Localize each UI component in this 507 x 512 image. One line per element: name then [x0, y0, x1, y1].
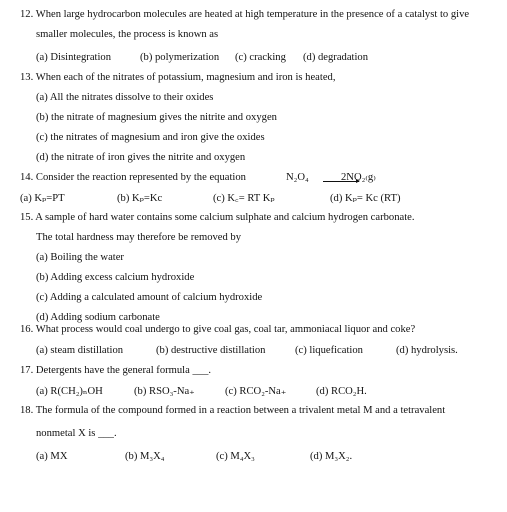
q17-stem: 17. Detergents have the general formula ___. [20, 365, 212, 376]
q17-option-a: (a) R(CH₂)ₙOH [36, 386, 103, 397]
q15-option-b: (b) Adding excess calcium hydroxide [36, 272, 195, 283]
q12-option-c: (c) cracking [235, 52, 286, 63]
q17-option-b: (b) RSO₃-Na₊ [134, 386, 195, 397]
q14-option-b: (b) Kₚ=Kc [117, 193, 163, 204]
q14-option-c: (c) K꜀= RT Kₚ [213, 193, 275, 204]
q13-option-c: (c) the nitrates of magnesium and iron give the oxides [36, 132, 265, 143]
q16-option-a: (a) steam distillation [36, 345, 124, 356]
q14-option-a: (a) Kₚ=PT [20, 193, 65, 204]
q14-equation-reactant: N₂O₄ [286, 172, 309, 183]
q12-option-a: (a) Disintegration [36, 52, 112, 63]
q13-option-b: (b) the nitrate of magnesium gives the nitrite and oxygen [36, 112, 277, 123]
q16-option-c: (c) liquefication [295, 345, 363, 356]
q17-option-c: (c) RCO₂-Na₊ [225, 386, 287, 397]
q13-stem: 13. When each of the nitrates of potassium, magnesium and iron is heated, [20, 72, 336, 83]
q12-option-b: (b) polymerization [140, 52, 220, 63]
q18-option-d: (d) M₃X₂. [310, 451, 353, 462]
q18-option-b: (b) M₃X₄ [125, 451, 165, 462]
q18-option-a: (a) MX [36, 451, 68, 462]
q17-option-d: (d) RCO₂H. [316, 386, 367, 397]
q12-stem-line1: 12. When large hydrocarbon molecules are heated at high temperature in the presence of a catalyst to give [20, 9, 470, 20]
q14-option-d: (d) Kₚ= Kc (RT) [330, 193, 401, 204]
q13-option-a: (a) All the nitrates dissolve to their oxides [36, 92, 214, 103]
q12-stem-line2: smaller molecules, the process is known as [36, 29, 219, 40]
q16-option-b: (b) destructive distillation [156, 345, 266, 356]
q15-stem-line1: 15. A sample of hard water contains some calcium sulphate and calcium hydrogen carbonate. [20, 212, 415, 223]
q16-option-d: (d) hydrolysis. [396, 345, 458, 356]
q13-option-d: (d) the nitrate of iron gives the nitrite and oxygen [36, 152, 246, 163]
q18-stem-line2: nonmetal X is ___. [36, 428, 117, 439]
q15-option-a: (a) Boiling the water [36, 252, 124, 263]
q18-option-c: (c) M₄X₃ [216, 451, 255, 462]
q15-option-d: (d) Adding sodium carbonate [36, 312, 160, 323]
q15-option-c: (c) Adding a calculated amount of calcium hydroxide [36, 292, 263, 303]
q16-stem: 16. What process would coal undergo to give coal gas, coal tar, ammoniacal liquor and coke? [20, 324, 416, 335]
q15-stem-line2: The total hardness may therefore be removed by [36, 232, 242, 243]
q14-stem: 14. Consider the reaction represented by the equation [20, 172, 246, 183]
q12-option-d: (d) degradation [303, 52, 369, 63]
q18-stem-line1: 18. The formula of the compound formed in a reaction between a trivalent metal M and a tetravalent [20, 405, 446, 416]
q14-equation-product: 2NO₂₍g₎ [341, 172, 376, 183]
